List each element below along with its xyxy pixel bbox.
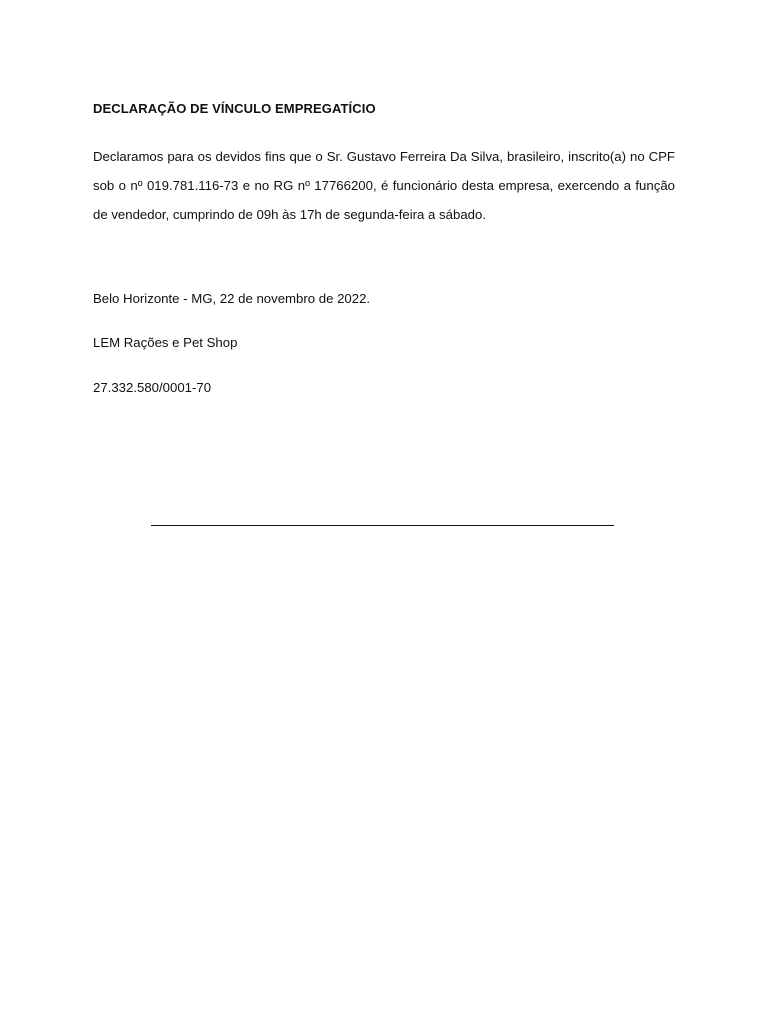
company-name: LEM Rações e Pet Shop [93,335,238,350]
company-cnpj: 27.332.580/0001-70 [93,380,212,395]
signature-line-mark: . [611,518,614,528]
signature-line [151,525,614,526]
document-title: DECLARAÇÃO DE VÍNCULO EMPREGATÍCIO [93,101,376,116]
place-and-date: Belo Horizonte - MG, 22 de novembro de 2022. [93,291,371,306]
declaration-paragraph: Declaramos para os devidos fins que o Sr. Gustavo Ferreira Da Silva, brasileiro, inscrito(a) no CPF sob o nº 019.781.116-73 e no RG nº 17766200, é funcionário desta empresa, exercendo a função de vendedor, cumprindo de 09h às 17h de segunda-feira a sábado. [93,149,675,222]
